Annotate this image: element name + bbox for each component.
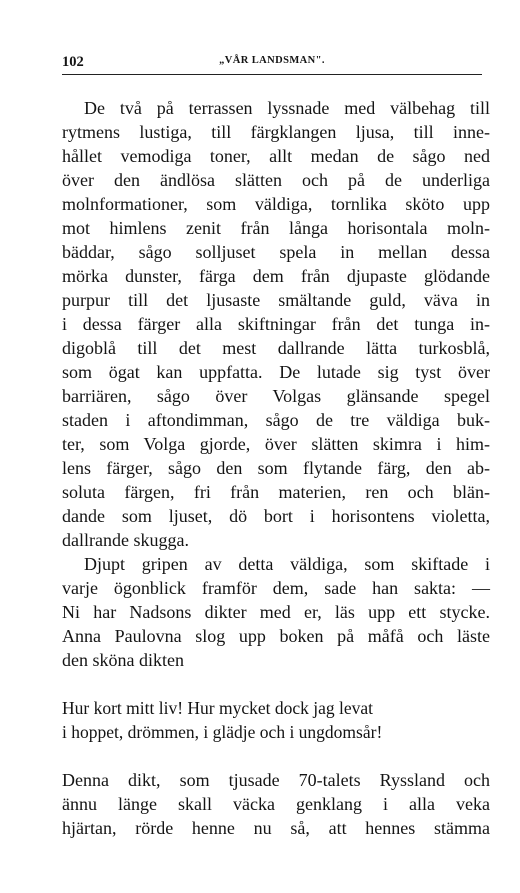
text-line: molnformationer, som väldiga, tornlika sköto upp — [62, 194, 490, 214]
text-line: dande som ljuset, dö bort i horisontens violetta, — [62, 506, 490, 526]
text-line: dallrande skugga. — [62, 530, 189, 550]
text-line: digoblå till det mest dallrande lätta turkosblå, — [62, 338, 490, 358]
text-line: Anna Paulovna slog upp boken på måfå och läste — [62, 626, 490, 646]
text-line: hjärtan, rörde henne nu så, att hennes stämma — [62, 818, 490, 838]
text-line: staden i aftondimman, sågo de tre väldiga buk- — [62, 410, 490, 430]
text-line: hållet vemodiga toner, allt medan de sågo ned — [62, 146, 490, 166]
paragraph-3 — [62, 768, 490, 840]
text-line: i dessa färger alla skiftningar från det tunga in- — [62, 314, 490, 334]
text-line: soluta färgen, fri från materien, ren och blän- — [62, 482, 490, 502]
text-line: barriären, sågo över Volgas glänsande spegel — [62, 386, 490, 406]
stanza-gap — [62, 744, 490, 768]
text-line: varje ögonblick framför dem, sade han sakta: — — [62, 578, 490, 598]
paragraph-1 — [62, 96, 490, 552]
page-header — [62, 54, 482, 75]
text-line: Denna dikt, som tjusade 70-talets Ryssland och — [62, 770, 490, 790]
text-line: mörka dunster, färga dem från djupaste glödande — [62, 266, 490, 286]
body-text — [62, 96, 490, 840]
running-title: „VÅR LANDSMAN". — [219, 55, 325, 66]
text-line: ter, som Volga gjorde, över slätten skimra i him- — [62, 434, 490, 454]
poem-stanza — [62, 696, 490, 744]
text-line: Ni har Nadsons dikter med er, läs upp ett stycke. — [62, 602, 490, 622]
text-line: som ögat kan uppfatta. De lutade sig tyst över — [62, 362, 490, 382]
text-line: över den ändlösa slätten och på de underliga — [62, 170, 490, 190]
text-line: ännu länge skall väcka genklang i alla veka — [62, 794, 490, 814]
page-number: 102 — [62, 54, 84, 70]
text-line: rytmens lustiga, till färgklangen ljusa, till inne- — [62, 122, 490, 142]
poem-line: Hur kort mitt liv! Hur mycket dock jag levat — [62, 698, 374, 718]
text-line: lens färger, sågo den som flytande färg, den ab- — [62, 458, 490, 478]
text-line: den sköna dikten — [62, 650, 184, 670]
text-line: bäddar, sågo solljuset spela in mellan dessa — [62, 242, 490, 262]
poem-line: i hoppet, drömmen, i glädje och i ungdomsår! — [62, 722, 383, 742]
stanza-gap — [62, 672, 490, 696]
text-line: mot himlens zenit från långa horisontala moln- — [62, 218, 490, 238]
paragraph-2 — [62, 552, 490, 672]
text-line: purpur till det ljusaste smältande guld, väva in — [62, 290, 490, 310]
text-line: De två på terrassen lyssnade med välbehag till — [84, 98, 490, 118]
text-line: Djupt gripen av detta väldiga, som skiftade i — [84, 554, 490, 574]
